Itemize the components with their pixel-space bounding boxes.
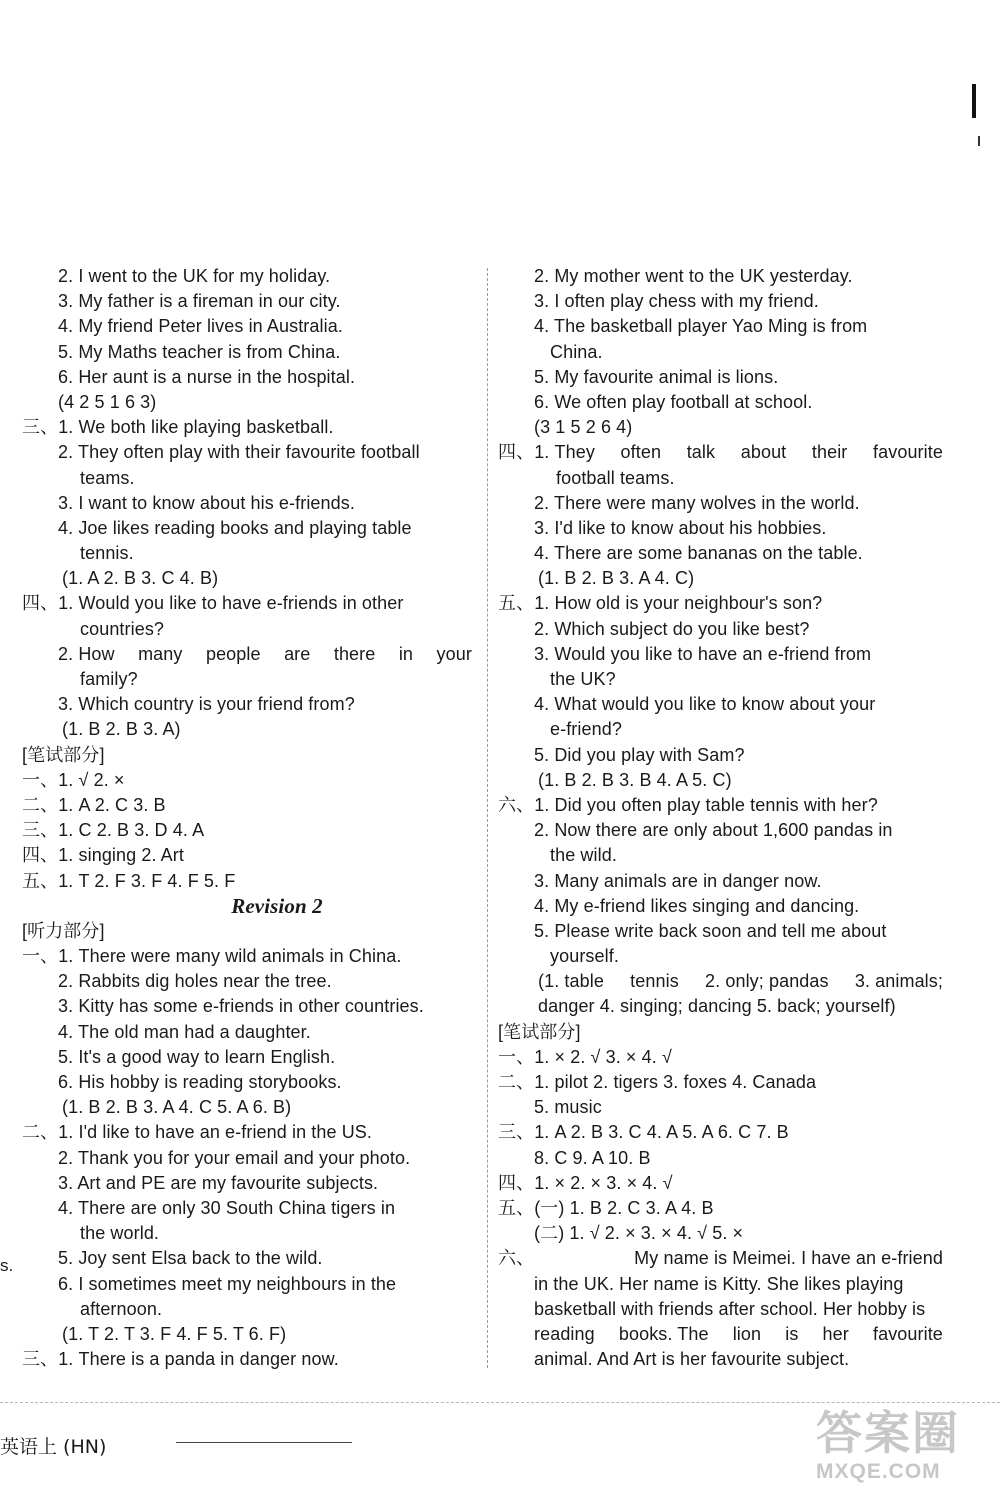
answer-line: football teams. bbox=[556, 467, 675, 488]
answer-line: teams. bbox=[80, 467, 135, 488]
answer-line-text: 四、1. They often talk about their favourite bbox=[498, 442, 943, 463]
answer-line: 5. Joy sent Elsa back to the wild. bbox=[58, 1248, 323, 1269]
answer-line: (1. A 2. B 3. C 4. B) bbox=[62, 568, 219, 589]
answer-line: 5. It's a good way to learn English. bbox=[58, 1046, 336, 1067]
answer-line: 2. There were many wolves in the world. bbox=[534, 492, 860, 513]
answer-line: 5. My favourite animal is lions. bbox=[534, 366, 779, 387]
answer-line-text: 4. The basketball player Yao Ming is from bbox=[534, 316, 868, 337]
answer-line: 2. Now there are only about 1,600 pandas in bbox=[534, 820, 893, 841]
answer-line bbox=[498, 969, 943, 994]
answer-line-text: in the UK. Her name is Kitty. She likes playing bbox=[534, 1273, 904, 1294]
footer-blank-line bbox=[176, 1442, 352, 1443]
column-divider bbox=[487, 268, 488, 1368]
answer-line: (二) 1. √ 2. × 3. × 4. √ 5. × bbox=[534, 1223, 744, 1244]
answer-line: animal. And Art is her favourite subject. bbox=[534, 1349, 850, 1370]
answer-line bbox=[498, 314, 943, 339]
answer-line: 五、1. How old is your neighbour's son? bbox=[498, 593, 823, 614]
answer-line: 一、1. × 2. √ 3. × 4. √ bbox=[498, 1046, 672, 1067]
answer-line bbox=[498, 692, 943, 717]
answer-line bbox=[498, 1297, 943, 1322]
answer-line: (1. B 2. B 3. A 4. C) bbox=[538, 568, 695, 589]
answer-line: (4 2 5 1 6 3) bbox=[58, 391, 157, 412]
answer-line-text: reading books. The lion is her favourite bbox=[534, 1323, 943, 1344]
answer-line: [笔试部分] bbox=[22, 744, 105, 765]
answer-line: 二、1. I'd like to have an e-friend in the US. bbox=[22, 1122, 373, 1143]
answer-line: family? bbox=[80, 669, 138, 689]
answer-line-text: 5. Please write back soon and tell me about bbox=[534, 920, 887, 941]
answer-line: 5. Did you play with Sam? bbox=[534, 744, 745, 765]
answer-line: 6. We often play football at school. bbox=[534, 391, 813, 412]
answer-line bbox=[22, 516, 472, 541]
watermark bbox=[816, 1406, 996, 1492]
answer-line: 3. My father is a fireman in our city. bbox=[58, 291, 341, 312]
answer-line: 二、1. pilot 2. tigers 3. foxes 4. Canada bbox=[498, 1072, 817, 1092]
answer-line bbox=[22, 1272, 472, 1297]
answer-line: 六、1. Did you often play table tennis with her? bbox=[498, 794, 878, 815]
answer-line-text: 六、 My name is Meimei. I have an e-friend bbox=[498, 1248, 943, 1269]
answer-line-text: 2. How many people are there in your bbox=[58, 643, 472, 664]
answer-line bbox=[22, 642, 472, 667]
answer-line-text: 4. Joe likes reading books and playing table bbox=[58, 517, 412, 538]
answer-line: the wild. bbox=[550, 845, 617, 866]
answer-line: 3. I often play chess with my friend. bbox=[534, 291, 819, 312]
answer-line: 2. My mother went to the UK yesterday. bbox=[534, 266, 853, 286]
footer-rule bbox=[0, 1402, 1000, 1403]
answer-line: (1. B 2. B 3. B 4. A 5. C) bbox=[538, 769, 732, 790]
answer-line: 4. My friend Peter lives in Australia. bbox=[58, 316, 343, 337]
answer-line bbox=[22, 440, 472, 465]
answer-line: 四、1. Would you like to have e-friends in other bbox=[22, 593, 404, 614]
answer-line: 4. The old man had a daughter. bbox=[58, 1021, 311, 1042]
answer-line: 2. I went to the UK for my holiday. bbox=[58, 266, 331, 286]
answer-line bbox=[498, 642, 943, 667]
right-answer-column bbox=[498, 264, 943, 1372]
answer-line: 一、1. √ 2. × bbox=[22, 769, 125, 790]
answer-line: danger 4. singing; dancing 5. back; yourself) bbox=[538, 996, 896, 1017]
answer-line bbox=[498, 919, 943, 944]
left-answer-column bbox=[22, 264, 472, 1372]
answer-line: 6. Her aunt is a nurse in the hospital. bbox=[58, 366, 356, 387]
scan-mark bbox=[972, 84, 976, 118]
answer-line: the world. bbox=[80, 1223, 160, 1244]
answer-line: the UK? bbox=[550, 669, 616, 689]
answer-line: 二、1. A 2. C 3. B bbox=[22, 794, 166, 815]
answer-line: 3. I'd like to know about his hobbies. bbox=[534, 517, 827, 538]
answer-line: [笔试部分] bbox=[498, 1021, 581, 1042]
answer-line: afternoon. bbox=[80, 1298, 163, 1319]
answer-line: 三、1. There is a panda in danger now. bbox=[22, 1349, 339, 1370]
answer-line: 三、1. A 2. B 3. C 4. A 5. A 6. C 7. B bbox=[498, 1122, 789, 1143]
watermark-site: MXQE.COM bbox=[816, 1460, 941, 1483]
answer-line: (1. T 2. T 3. F 4. F 5. T 6. F) bbox=[62, 1323, 287, 1344]
answer-line-text: 4. There are only 30 South China tigers in bbox=[58, 1197, 396, 1218]
answer-line: 五、(一) 1. B 2. C 3. A 4. B bbox=[498, 1197, 714, 1218]
footer-book-label: 英语上 (HN) bbox=[0, 1436, 107, 1458]
answer-line: 6. His hobby is reading storybooks. bbox=[58, 1072, 342, 1092]
scan-mark-small bbox=[978, 136, 980, 146]
answer-line-text: 3. Would you like to have an e-friend from bbox=[534, 643, 872, 664]
answer-line-text: (1. table tennis 2. only; pandas 3. animals; bbox=[538, 971, 943, 992]
answer-line: 5. music bbox=[534, 1097, 602, 1118]
answer-line: 一、1. There were many wild animals in China. bbox=[22, 946, 402, 967]
answer-line: China. bbox=[550, 341, 603, 362]
answer-line: 5. My Maths teacher is from China. bbox=[58, 341, 341, 362]
answer-line-text: 6. I sometimes meet my neighbours in the bbox=[58, 1273, 397, 1294]
answer-line: 4. There are some bananas on the table. bbox=[534, 543, 863, 564]
answer-line: tennis. bbox=[80, 543, 134, 564]
answer-line: (1. B 2. B 3. A) bbox=[62, 719, 181, 740]
answer-line: 三、1. C 2. B 3. D 4. A bbox=[22, 820, 205, 841]
watermark-logo: 答案圈 bbox=[816, 1406, 960, 1460]
answer-line bbox=[498, 1246, 943, 1271]
answer-line: (3 1 5 2 6 4) bbox=[534, 417, 633, 438]
answer-line: 五、1. T 2. F 3. F 4. F 5. F bbox=[22, 870, 236, 891]
answer-line: [听力部分] bbox=[22, 920, 105, 941]
answer-line-text: basketball with friends after school. Her hobby is bbox=[534, 1298, 926, 1319]
answer-line bbox=[498, 1272, 943, 1297]
side-fragment: s. bbox=[0, 1256, 14, 1275]
answer-line: 4. My e-friend likes singing and dancing. bbox=[534, 895, 860, 916]
answer-line: Revision 2 bbox=[231, 893, 323, 918]
answer-line: yourself. bbox=[550, 946, 619, 967]
answer-line bbox=[498, 1322, 943, 1347]
answer-line: countries? bbox=[80, 618, 165, 639]
answer-line: 3. Which country is your friend from? bbox=[58, 694, 355, 715]
answer-line: 8. C 9. A 10. B bbox=[534, 1147, 651, 1168]
answer-line: 3. Many animals are in danger now. bbox=[534, 870, 822, 891]
answer-line: 2. Thank you for your email and your photo. bbox=[58, 1147, 411, 1168]
answer-line: (1. B 2. B 3. A 4. C 5. A 6. B) bbox=[62, 1097, 292, 1118]
answer-line: e-friend? bbox=[550, 719, 622, 740]
answer-line: 3. Kitty has some e-friends in other countries. bbox=[58, 996, 424, 1017]
answer-line: 2. Which subject do you like best? bbox=[534, 618, 810, 639]
answer-line: 3. Art and PE are my favourite subjects. bbox=[58, 1172, 379, 1193]
answer-line: 3. I want to know about his e-friends. bbox=[58, 492, 355, 513]
answer-line: 2. Rabbits dig holes near the tree. bbox=[58, 971, 332, 992]
answer-line-text: 4. What would you like to know about your bbox=[534, 694, 876, 715]
answer-line: 四、1. × 2. × 3. × 4. √ bbox=[498, 1172, 673, 1193]
answer-line-text: 2. They often play with their favourite football bbox=[58, 442, 420, 463]
answer-line bbox=[498, 440, 943, 465]
answer-line: 三、1. We both like playing basketball. bbox=[22, 417, 334, 438]
answer-line: 四、1. singing 2. Art bbox=[22, 845, 184, 866]
answer-line bbox=[22, 1196, 472, 1221]
